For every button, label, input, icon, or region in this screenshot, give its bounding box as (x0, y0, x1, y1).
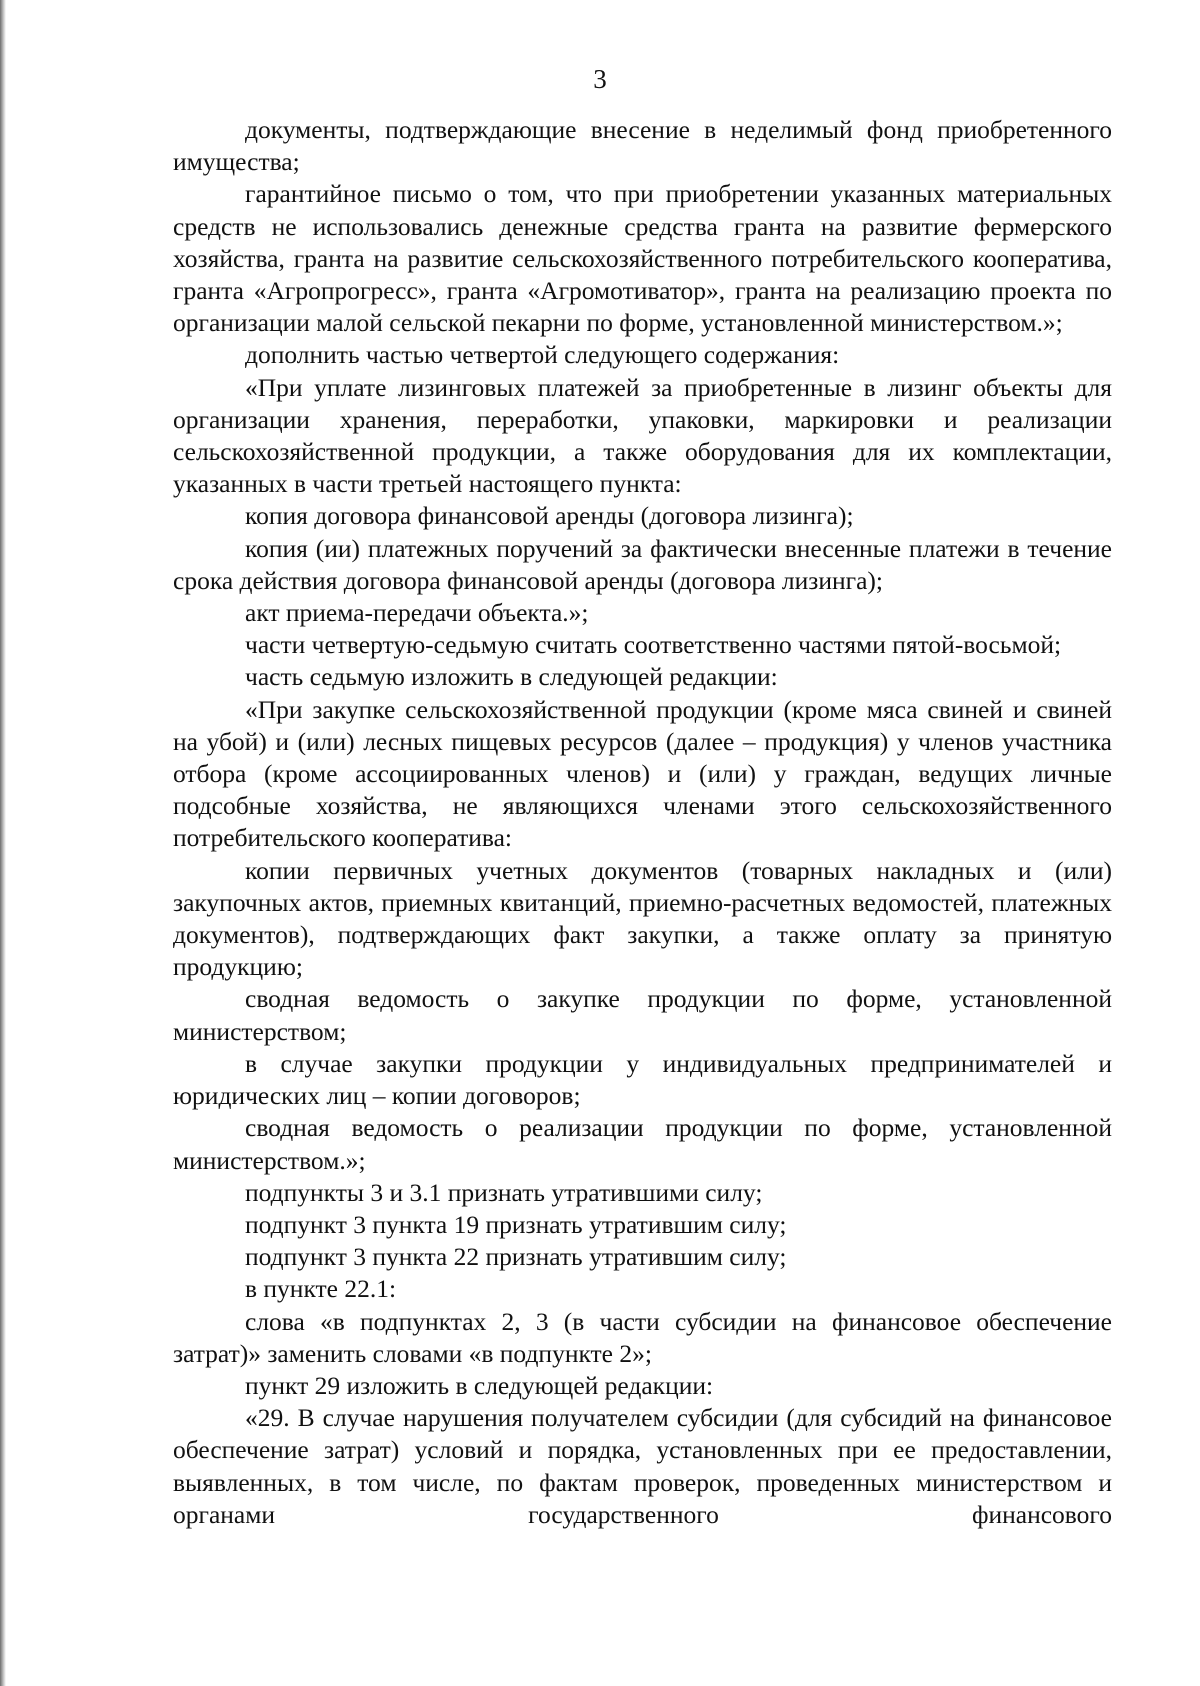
page-number: 3 (593, 64, 607, 94)
paragraph: подпункты 3 и 3.1 признать утратившими силу; (245, 1177, 763, 1207)
paragraph: подпункт 3 пункта 22 признать утратившим силу; (245, 1242, 787, 1272)
paragraph: часть седьмую изложить в следующей редакции: (245, 662, 778, 692)
scan-edge-shadow (0, 0, 6, 1686)
paragraph: гарантийное письмо о том, что при приобретении указанных материальных средств не использовались денежные средства гранта на развитие фермерского хозяйства, гранта на развитие сельскохозяйственного потребительского кооператива, гранта «Агропрогресс», гранта «Агромотиватор», гранта на реализацию проекта по организации малой сельской пекарни по форме, установленной министерством.»; (173, 179, 1112, 338)
document-body (173, 114, 1112, 1531)
paragraph: документы, подтверждающие внесение в неделимый фонд приобретенного имущества; (173, 115, 1112, 177)
paragraph: сводная ведомость о закупке продукции по форме, установленной министерством; (173, 984, 1112, 1046)
paragraph: части четвертую-седьмую считать соответственно частями пятой-восьмой; (245, 630, 1062, 660)
paragraph: сводная ведомость о реализации продукции по форме, установленной министерством.»; (173, 1113, 1112, 1175)
paragraph: акт приема-передачи объекта.»; (245, 598, 589, 628)
paragraph: «29. В случае нарушения получателем субсидии (для субсидий на финансовое обеспечение затрат) условий и порядка, установленных при ее предоставлении, выявленных, в том числе, по фактам проверок, проведенных министерством и органами государственного финансового (173, 1403, 1112, 1529)
paragraph: «При уплате лизинговых платежей за приобретенные в лизинг объекты для организации хранения, переработки, упаковки, маркировки и реализации сельскохозяйственной продукции, а также оборудования для их комплектации, указанных в части третьей настоящего пункта: (173, 372, 1112, 499)
paragraph: «При закупке сельскохозяйственной продукции (кроме мяса свиней и свиней на убой) и (или) лесных пищевых ресурсов (далее – продукция) у членов участника отбора (кроме ассоциированных членов) и (или) у граждан, ведущих личные подсобные хозяйства, не являющихся членами этого сельскохозяйственного потребительского кооператива: (173, 694, 1112, 853)
paragraph: дополнить частью четвертой следующего содержания: (245, 340, 840, 370)
paragraph: копия (ии) платежных поручений за фактически внесенные платежи в течение срока действия договора финансовой аренды (договора лизинга); (173, 533, 1112, 595)
paragraph: слова «в подпунктах 2, 3 (в части субсидии на финансовое обеспечение затрат)» заменить словами «в подпункте 2»; (173, 1306, 1112, 1368)
paragraph: подпункт 3 пункта 19 признать утратившим силу; (245, 1209, 787, 1239)
paragraph: пункт 29 изложить в следующей редакции: (245, 1370, 714, 1400)
paragraph: копии первичных учетных документов (товарных накладных и (или) закупочных актов, приемных квитанций, приемно-расчетных ведомостей, платежных документов), подтверждающих факт закупки, а также оплату за принятую продукцию; (173, 855, 1112, 982)
paragraph: в пункте 22.1: (245, 1274, 397, 1304)
paragraph: копия договора финансовой аренды (договора лизинга); (245, 501, 854, 531)
paragraph: в случае закупки продукции у индивидуальных предпринимателей и юридических лиц – копии договоров; (173, 1048, 1112, 1111)
